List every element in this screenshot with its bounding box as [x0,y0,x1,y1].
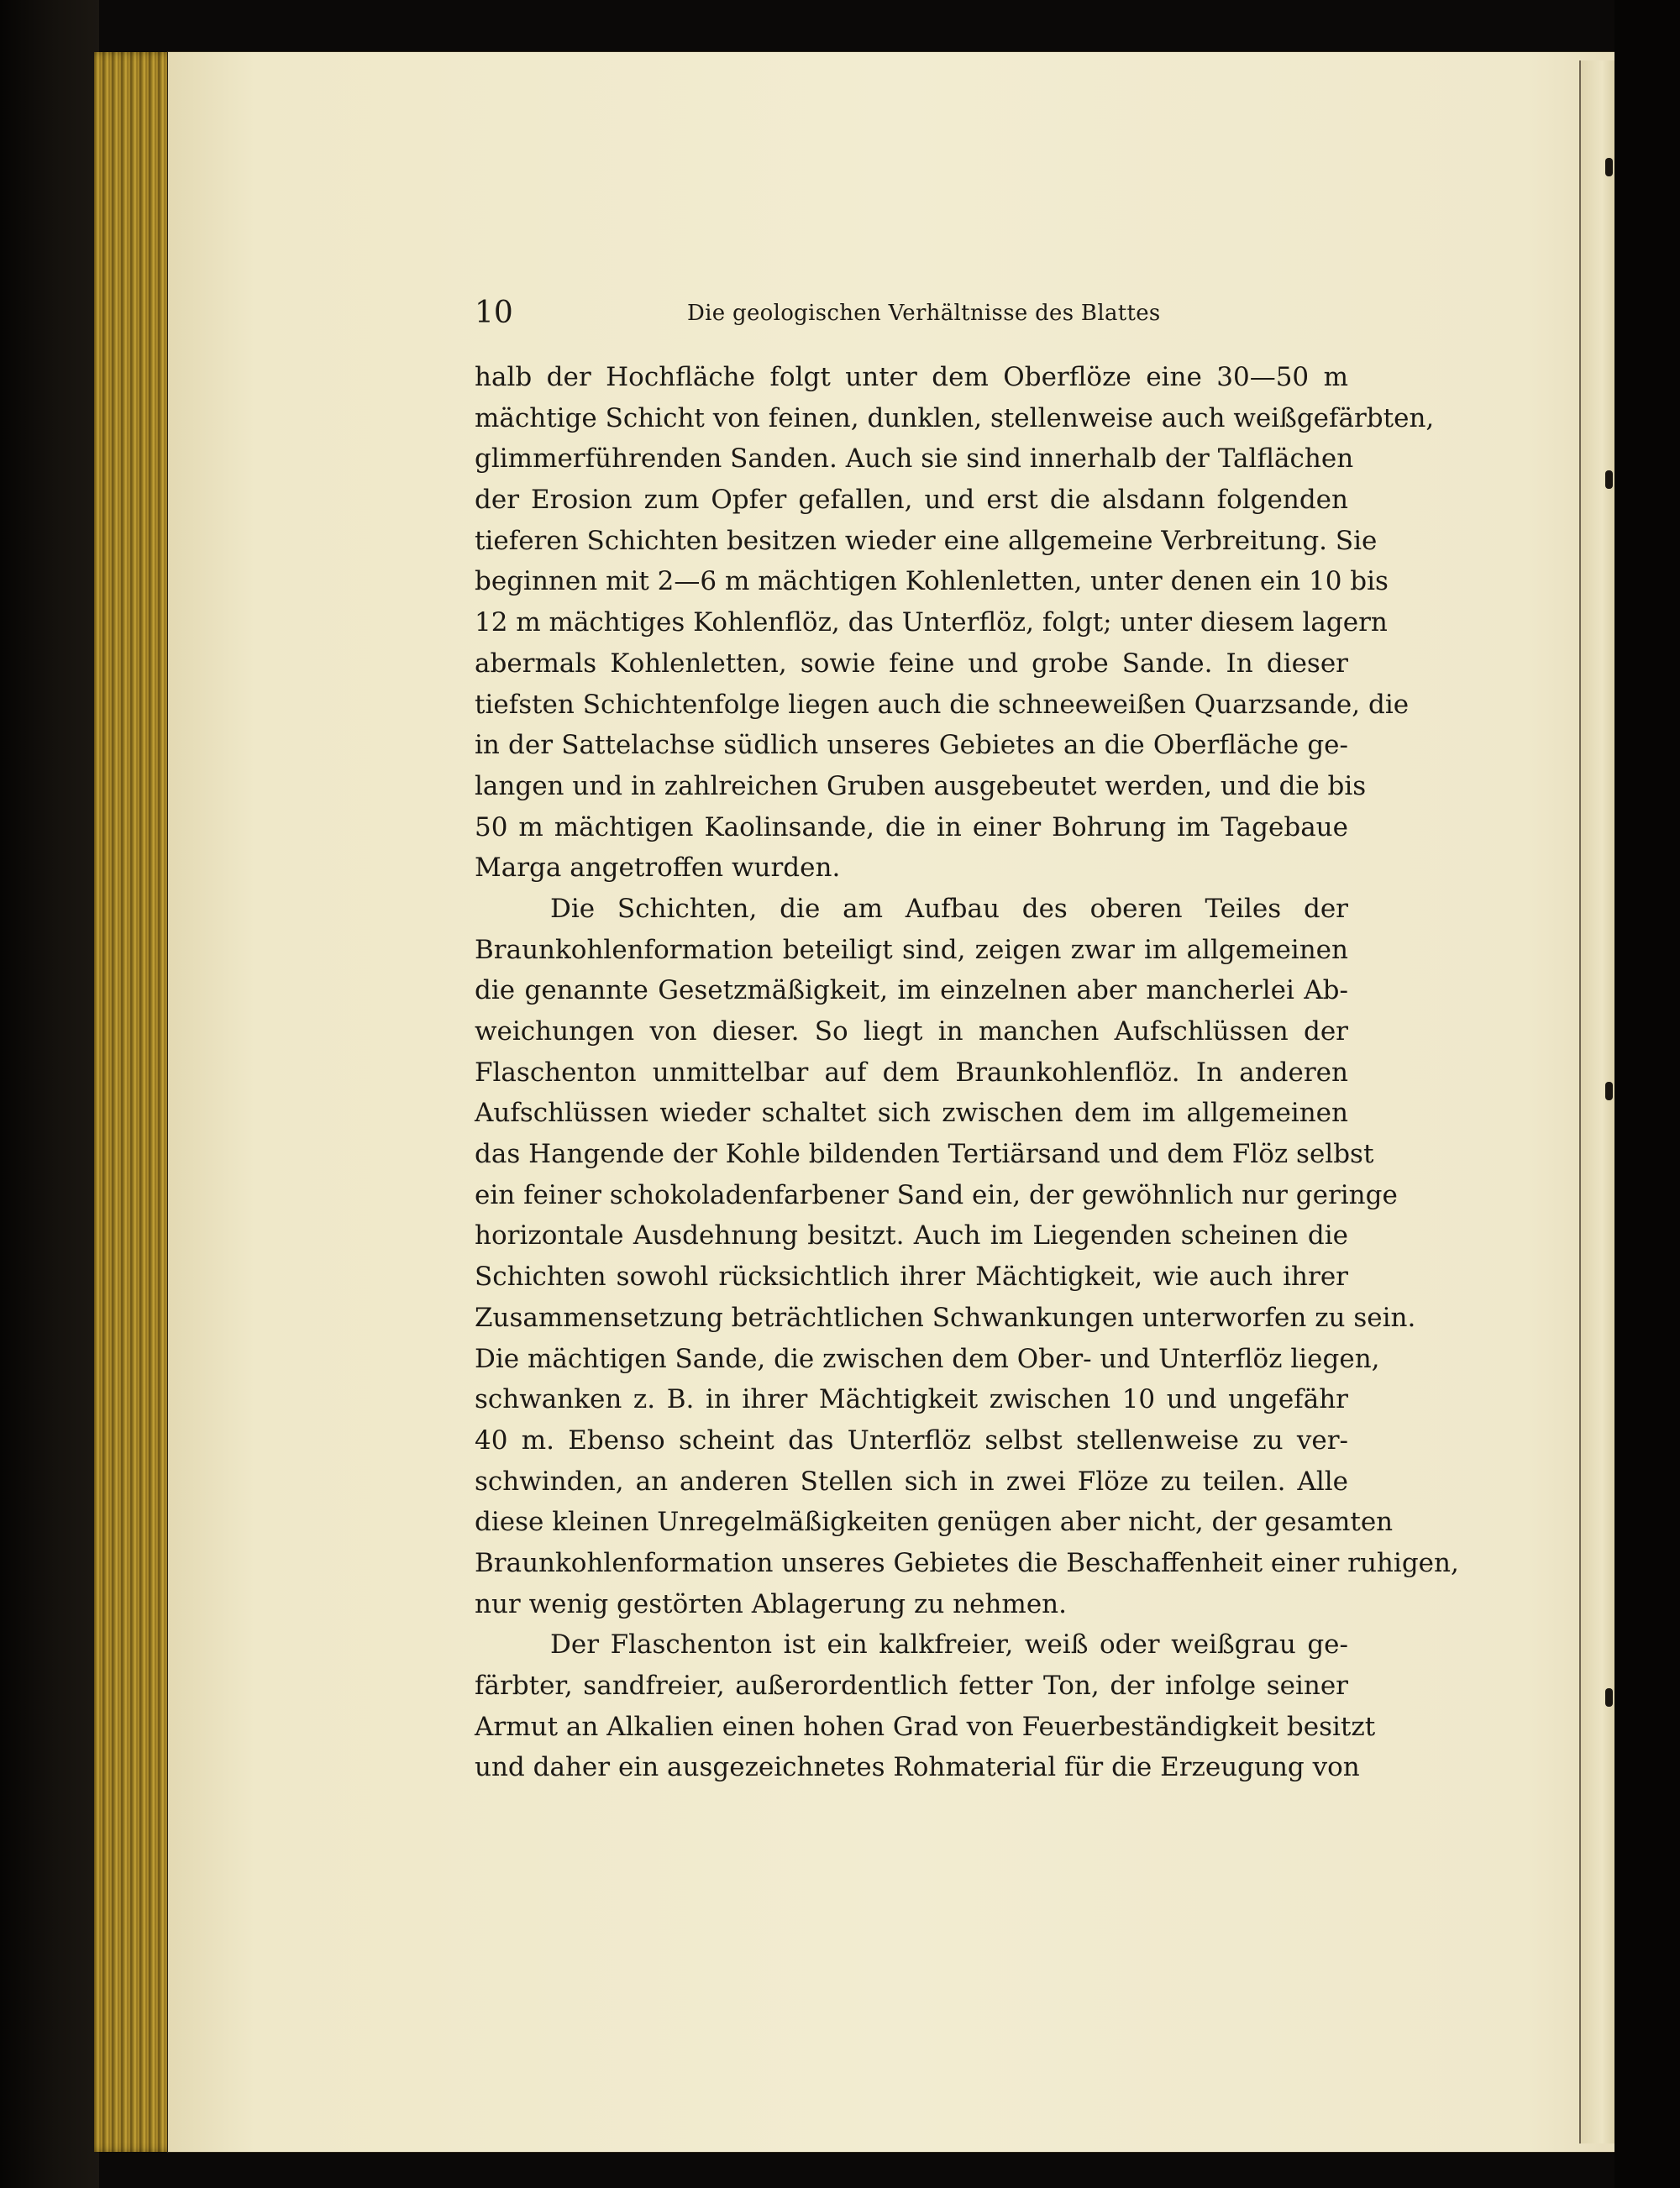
binding-thread-mark [1605,158,1613,176]
text-line: 50 m mächtigen Kaolinsande, die in einer Bohrung im Tagebaue [475,811,1348,842]
binding-thread-mark [1605,470,1613,489]
text-line: Flaschenton unmittelbar auf dem Braunkohlenflöz. In anderen [475,1057,1348,1088]
text-line: Braunkohlenformation unseres Gebietes die Beschaffenheit einer ruhigen, [475,1547,1459,1578]
text-line: Der Flaschenton ist ein kalkfreier, weiß oder weißgrau ge- [550,1629,1348,1661]
text-line: Zusammensetzung beträchtlichen Schwankungen unterworfen zu sein. [475,1302,1416,1333]
next-page-edge [1579,60,1616,2143]
text-line: nur wenig gestörten Ablagerung zu nehmen. [475,1588,1067,1619]
binding-thread-mark [1605,1082,1613,1100]
text-line: Die Schichten, die am Aufbau des oberen Teiles der [550,893,1348,924]
text-line: und daher ein ausgezeichnetes Rohmaterial für die Erzeugung von [475,1752,1360,1783]
book-cover-left [0,0,99,2188]
text-line: Braunkohlenformation beteiligt sind, zeigen zwar im allgemeinen [475,934,1348,965]
text-line: Marga angetroffen wurden. [475,853,841,884]
text-line: tiefsten Schichtenfolge liegen auch die schneeweißen Quarzsande, die [475,689,1410,720]
text-line: langen und in zahlreichen Gruben ausgebeutet werden, und die bis [475,770,1367,801]
text-line: abermals Kohlenletten, sowie feine und grobe Sande. In dieser [475,648,1348,679]
gilded-page-edges [94,52,178,2152]
text-line: 12 m mächtiges Kohlenflöz, das Unterflöz, folgt; unter diesem lagern [475,607,1388,638]
text-line: in der Sattelachse südlich unseres Gebietes an die Oberfläche ge- [475,730,1348,761]
text-line: schwanken z. B. in ihrer Mächtigkeit zwischen 10 und ungefähr [475,1384,1348,1415]
text-line: mächtige Schicht von feinen, dunklen, stellenweise auch weißgefärbten, [475,402,1435,433]
text-line: ein feiner schokoladenfarbener Sand ein, der gewöhnlich nur geringe [475,1179,1398,1210]
text-line: horizontale Ausdehnung besitzt. Auch im Liegenden scheinen die [475,1220,1348,1251]
text-line: glimmerführenden Sanden. Auch sie sind innerhalb der Talflächen [475,443,1354,475]
page-number: 10 [475,296,513,330]
text-line: beginnen mit 2—6 m mächtigen Kohlenletten, unter denen ein 10 bis [475,566,1389,597]
text-line: diese kleinen Unregelmäßigkeiten genügen aber nicht, der gesamten [475,1507,1394,1538]
text-line: der Erosion zum Opfer gefallen, und erst die alsdann folgenden [475,485,1348,516]
text-line: Schichten sowohl rücksichtlich ihrer Mächtigkeit, wie auch ihrer [475,1262,1348,1293]
text-line: weichungen von dieser. So liegt in manchen Aufschlüssen der [475,1016,1348,1047]
running-title: Die geologischen Verhältnisse des Blattes [687,301,1161,326]
book-cover-right [1614,0,1680,2188]
text-line: färbter, sandfreier, außerordentlich fetter Ton, der infolge seiner [475,1671,1348,1701]
text-line: Aufschlüssen wieder schaltet sich zwischen dem im allgemeinen [475,1098,1348,1129]
text-line: 40 m. Ebenso scheint das Unterflöz selbst stellenweise zu ver- [475,1425,1348,1456]
body-text [475,357,1459,1788]
text-line: halb der Hochfläche folgt unter dem Oberflöze eine 30—50 m [475,362,1348,392]
running-head [475,296,1357,334]
text-line: die genannte Gesetzmäßigkeit, im einzelnen aber mancherlei Ab- [475,975,1348,1006]
text-line: tieferen Schichten besitzen wieder eine allgemeine Verbreitung. Sie [475,525,1378,556]
text-line: das Hangende der Kohle bildenden Tertiärsand und dem Flöz selbst [475,1139,1374,1170]
text-line: Armut an Alkalien einen hohen Grad von Feuerbeständigkeit besitzt [475,1711,1376,1742]
text-line: Die mächtigen Sande, die zwischen dem Ober- und Unterflöz liegen, [475,1343,1380,1374]
text-line: schwinden, an anderen Stellen sich in zwei Flöze zu teilen. Alle [475,1466,1348,1497]
binding-thread-mark [1605,1688,1613,1707]
